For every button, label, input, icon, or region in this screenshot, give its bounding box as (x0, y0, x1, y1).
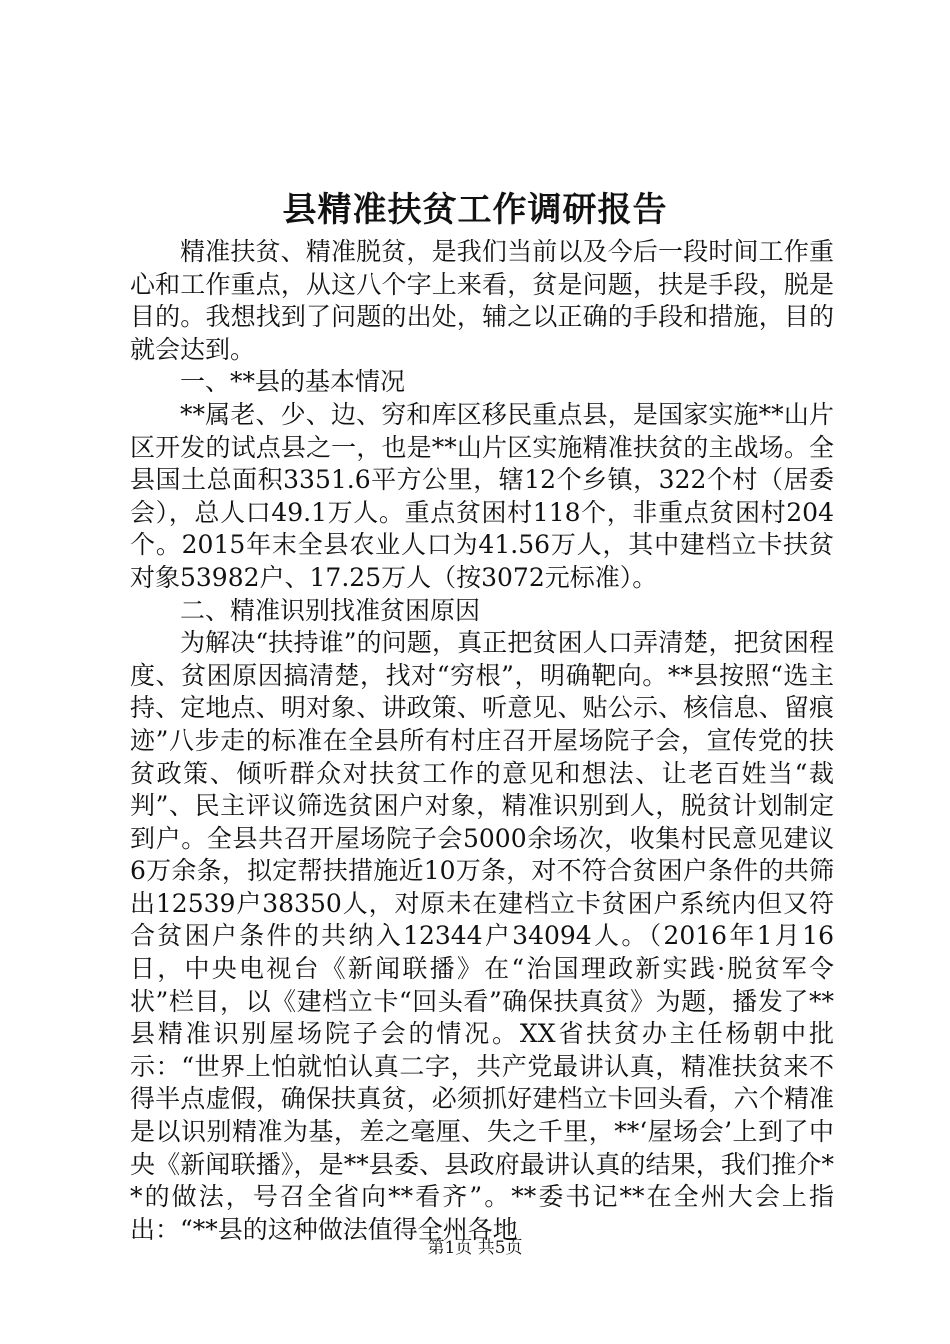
document-title: 县精准扶贫工作调研报告 (282, 190, 668, 230)
section-heading-1: 一、**县的基本情况 (180, 367, 406, 397)
paragraph-intro: 精准扶贫、精准脱贫，是我们当前以及今后一段时间工作重心和工作重点，从这八个字上来看，贫是问题，扶是手段，脱是目的。我想找到了问题的出处，辅之以正确的手段和措施，目的就会达到。 (130, 237, 834, 364)
document-body (130, 236, 834, 1246)
page-footer: 第1页 共5页 (427, 1238, 523, 1258)
paragraph-basic-info: **属老、少、边、穷和库区移民重点县，是国家实施**山片区开发的试点县之一，也是**山片区实施精准扶贫的主战场。全县国土总面积3351.6平方公里，辖12个乡镇，322个村（居委会），总人口49.1万人。重点贫困村118个，非重点贫困村204个。2015年末全县农业人口为41.56万人，其中建档立卡扶贫对象53982户、17.25万人（按3072元标准）。 (130, 399, 834, 592)
section-heading-2: 二、精准识别找准贫困原因 (180, 595, 481, 625)
paragraph-identification: 为解决“扶持谁”的问题，真正把贫困人口弄清楚，把贫困程度、贫困原因搞清楚，找对“穷根”，明确靶向。**县按照“选主持、定地点、明对象、讲政策、听意见、贴公示、核信息、留痕迹”八步走的标准在全县所有村庄召开屋场院子会，宣传党的扶贫政策、倾听群众对扶贫工作的意见和想法、让老百姓当“裁判”、民主评议筛选贫困户对象，精准识别到人，脱贫计划制定到户。全县共召开屋场院子会5000余场次，收集村民意见建议6万余条，拟定帮扶措施近10万条，对不符合贫困户条件的共筛出12539户38350人，对原未在建档立卡贫困户系统内但又符合贫困户条件的共纳入12344户34094人。（2016年1月16日，中央电视台《新闻联播》在“治国理政新实践·脱贫军令状”栏目，以《建档立卡“回头看”确保扶真贫》为题，播发了**县精准识别屋场院子会的情况。XX省扶贫办主任杨朝中批示：“世界上怕就怕认真二字，共产党最讲认真，精准扶贫来不得半点虚假，确保扶真贫，必须抓好建档立卡回头看，六个精准是以识别精准为基，差之毫厘、失之千里，**‘屋场会’上到了中央《新闻联播》，是**县委、县政府最讲认真的结果，我们推介**的做法，号召全省向**看齐”。**委书记**在全州大会上指出：“**县的这种做法值得全州各地 (130, 628, 834, 1244)
